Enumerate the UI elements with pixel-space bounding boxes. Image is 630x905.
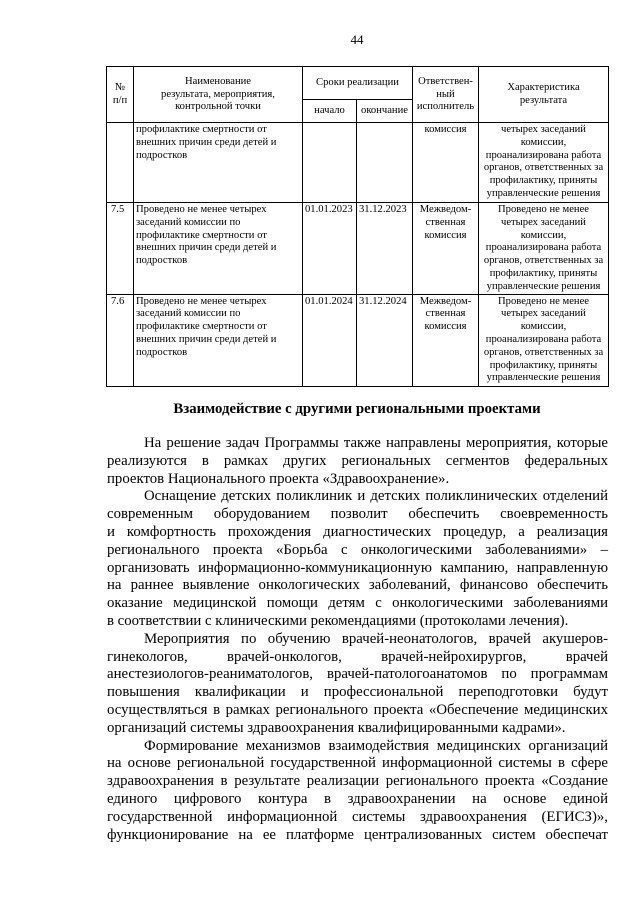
- text-line: здравоохранения в результате реализации регионального проекта «Создание: [107, 773, 608, 790]
- header-name: Наименование результата, мероприятия, контрольной точки: [134, 67, 303, 123]
- text-line: на раннее выявление онкологических заболеваний, финансово обеспечить: [107, 577, 608, 594]
- cell-start: [303, 123, 357, 203]
- text-line: Оснащение детских поликлиник и детских поликлинических отделений: [144, 488, 608, 505]
- cell-result: Проведено не менее четырех заседаний комиссии, проанализирована работа органов, ответственных за профилактику, приняты управленческие решения: [479, 203, 609, 295]
- table-header: [107, 67, 609, 123]
- header-num: № п/п: [107, 67, 134, 123]
- text-line: осуществляться в рамках регионального проекта «Обеспечение медицинских: [107, 701, 608, 718]
- text-line: регионального проекта «Борьба с онкологическими заболеваниями» –: [107, 541, 608, 558]
- table-row: [107, 203, 609, 295]
- paragraph: [107, 631, 608, 738]
- page-number: 44: [350, 32, 364, 47]
- cell-result: четырех заседаний комиссии, проанализирована работа органов, ответственных за профилактику, приняты управленческие решения: [479, 123, 609, 203]
- text-line: оказание медицинской помощи детям с онкологическими заболеваниями: [107, 595, 608, 612]
- cell-responsible: комиссия: [413, 123, 479, 203]
- text-line: Мероприятия по обучению врачей-неонатологов, врачей акушеров-: [144, 630, 608, 647]
- cell-name: Проведено не менее четырех заседаний комиссии по профилактике смертности от внешних причин среди детей и подростков: [134, 294, 303, 386]
- table-row: [107, 294, 609, 386]
- text-line: реализуются в рамках других региональных сегментов федеральных: [107, 452, 608, 469]
- cell-end: 31.12.2023: [357, 203, 413, 295]
- text-line: анестезиологов-реаниматологов, врачей-патологоанатомов по программам: [107, 666, 608, 683]
- cell-name: профилактике смертности от внешних причин среди детей и подростков: [134, 123, 303, 203]
- text-line: проектов Национального проекта «Здравоохранение».: [107, 470, 450, 487]
- text-line: повышения квалификации и профессиональной переподготовки будут: [107, 684, 608, 701]
- text-line: организовать информационно-коммуникационную кампанию, направленную: [107, 559, 608, 576]
- text-line: государственной информационной системы здравоохранения (ЕГИСЗ)»,: [107, 808, 608, 825]
- cell-num: [107, 123, 134, 203]
- text-line: На решение задач Программы также направлены мероприятия, которые: [144, 435, 608, 451]
- text-line: организаций системы здравоохранения квалифицированными кадрами».: [107, 719, 566, 736]
- results-table: [106, 66, 609, 387]
- cell-num: 7.5: [107, 203, 134, 295]
- text-line: и комфортность прохождения диагностических процедур, а реализация: [107, 523, 608, 540]
- cell-responsible: Межведом- ственная комиссия: [413, 294, 479, 386]
- text-line: на основе региональной государственной информационной системы в сфере: [107, 755, 608, 772]
- text-line: Формирование механизмов взаимодействия медицинских организаций: [144, 737, 608, 754]
- cell-end: 31.12.2024: [357, 294, 413, 386]
- paragraph: [107, 435, 608, 488]
- body-text: [107, 435, 608, 844]
- table-row: [107, 123, 609, 203]
- table-header-row: [107, 67, 609, 100]
- table-body: [107, 123, 609, 387]
- text-line: функционирование на ее платформе централизованных систем обеспечат: [107, 826, 608, 843]
- cell-name: Проведено не менее четырех заседаний комиссии по профилактике смертности от внешних причин среди детей и подростков: [134, 203, 303, 295]
- header-result: Характеристика результата: [479, 67, 609, 123]
- text-line: в соответствии с клиническими рекомендациями (протоколами лечения).: [107, 612, 569, 629]
- text-line: современным оборудованием позволит обеспечить своевременность: [107, 506, 608, 523]
- paragraph: [107, 738, 608, 845]
- header-end: окончание: [357, 100, 413, 123]
- header-start: начало: [303, 100, 357, 123]
- cell-num: 7.6: [107, 294, 134, 386]
- cell-start: 01.01.2024: [303, 294, 357, 386]
- cell-start: 01.01.2023: [303, 203, 357, 295]
- cell-end: [357, 123, 413, 203]
- paragraph: [107, 488, 608, 630]
- text-line: единого цифрового контура в здравоохранении на основе единой: [107, 790, 608, 807]
- section-title: Взаимодействие с другими региональными проектами: [173, 401, 541, 417]
- text-line: гинекологов, врачей-онкологов, врачей-нейрохирургов, врачей: [107, 648, 608, 665]
- header-responsible: Ответствен- ный исполнитель: [413, 67, 479, 123]
- cell-result: Проведено не менее четырех заседаний комиссии, проанализирована работа органов, ответственных за профилактику, приняты управленческие решения: [479, 294, 609, 386]
- cell-responsible: Межведом- ственная комиссия: [413, 203, 479, 295]
- header-period: Сроки реализации: [303, 67, 413, 100]
